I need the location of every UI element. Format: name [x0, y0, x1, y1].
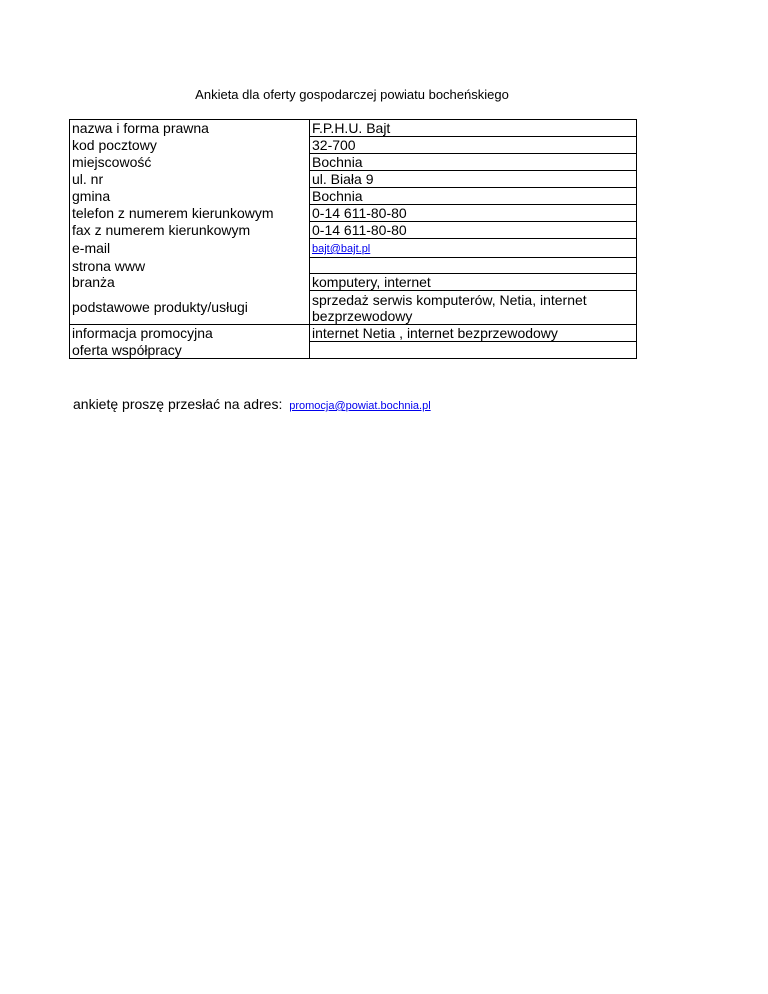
row-label-products: podstawowe produkty/usługi [70, 291, 310, 325]
row-value-town: Bochnia [310, 154, 637, 171]
footer-line [73, 396, 431, 414]
row-label-fax: fax z numerem kierunkowym [70, 222, 310, 239]
row-value-commune: Bochnia [310, 188, 637, 205]
row-label-cooperation: oferta współpracy [70, 342, 310, 359]
table-row [70, 258, 637, 274]
row-label-website: strona www [70, 258, 310, 274]
row-label-phone: telefon z numerem kierunkowym [70, 205, 310, 222]
row-label-street: ul. nr [70, 171, 310, 188]
footer-text: ankietę proszę przesłać na adres: [73, 396, 283, 412]
table-row [70, 325, 637, 342]
table-row [70, 239, 637, 258]
row-label-town: miejscowość [70, 154, 310, 171]
table-row [70, 188, 637, 205]
row-value-website [310, 258, 637, 274]
survey-table [69, 119, 637, 359]
company-email-link[interactable]: bajt@bajt.pl [312, 243, 371, 255]
row-value-email [310, 239, 637, 258]
row-label-company-name: nazwa i forma prawna [70, 120, 310, 137]
row-label-industry: branża [70, 274, 310, 291]
row-value-company-name: F.P.H.U. Bajt [310, 120, 637, 137]
table-row [70, 154, 637, 171]
row-value-industry: komputery, internet [310, 274, 637, 291]
row-label-promo-info: informacja promocyjna [70, 325, 310, 342]
footer-email-link[interactable]: promocja@powiat.bochnia.pl [289, 400, 431, 412]
row-value-postal-code: 32-700 [310, 137, 637, 154]
row-label-postal-code: kod pocztowy [70, 137, 310, 154]
table-row [70, 342, 637, 359]
row-value-street: ul. Biała 9 [310, 171, 637, 188]
table-row [70, 120, 637, 137]
row-value-promo-info: internet Netia , internet bezprzewodowy [310, 325, 637, 342]
row-value-phone: 0-14 611-80-80 [310, 205, 637, 222]
row-value-cooperation [310, 342, 637, 359]
table-row [70, 274, 637, 291]
row-value-fax: 0-14 611-80-80 [310, 222, 637, 239]
table-row [70, 137, 637, 154]
table-row [70, 291, 637, 325]
row-label-email: e-mail [70, 239, 310, 258]
document-title: Ankieta dla oferty gospodarczej powiatu bocheńskiego [195, 87, 509, 102]
table-row [70, 222, 637, 239]
row-label-commune: gmina [70, 188, 310, 205]
row-value-products: sprzedaż serwis komputerów, Netia, internet bezprzewodowy [310, 291, 637, 325]
table-row [70, 171, 637, 188]
table-row [70, 205, 637, 222]
